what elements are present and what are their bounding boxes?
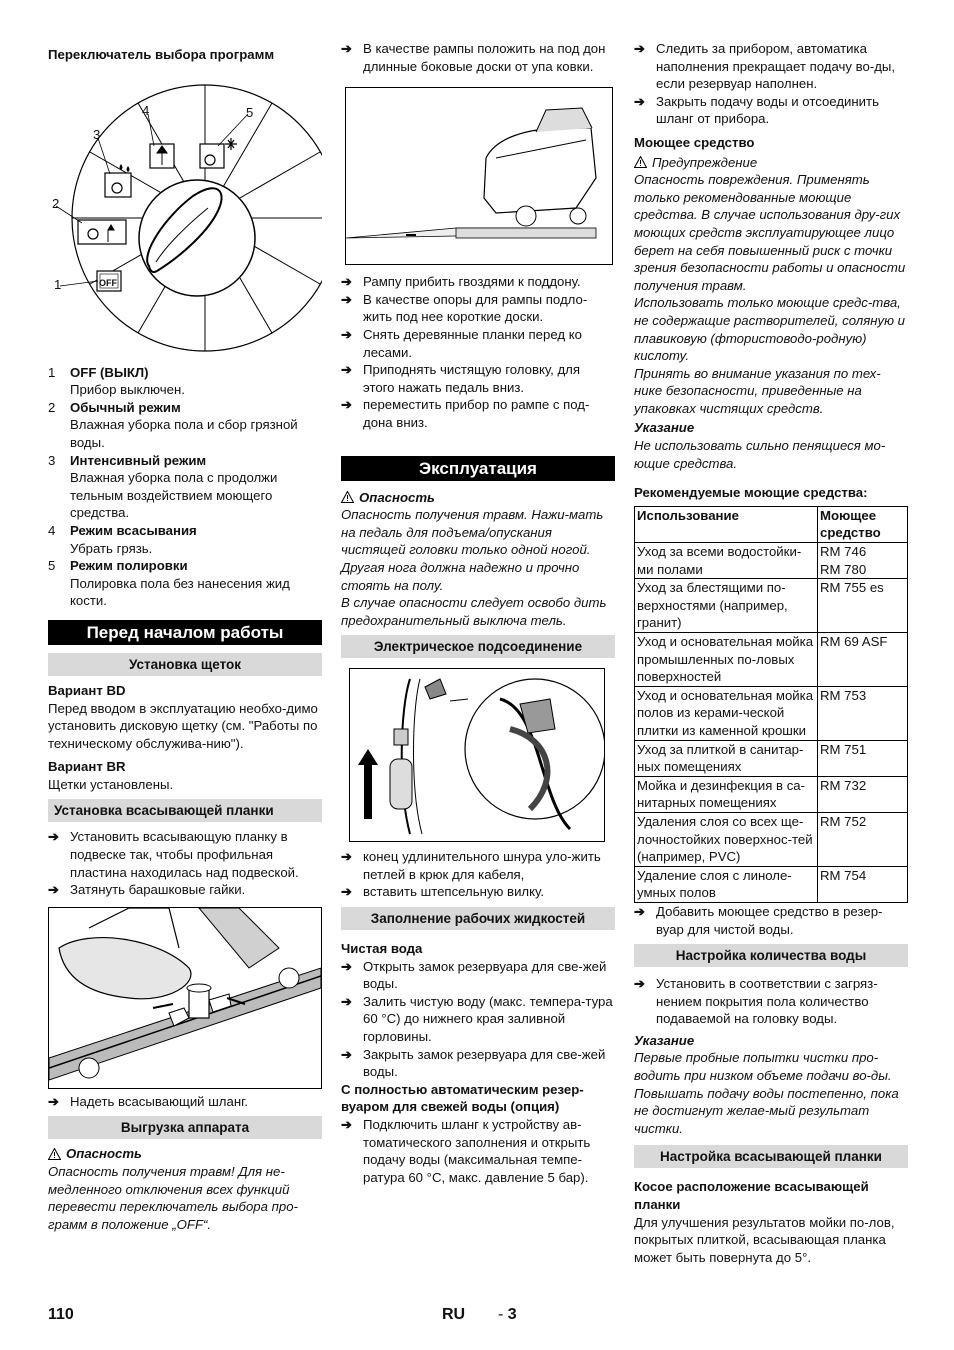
arrow-icon: ➔ bbox=[634, 976, 646, 992]
column-3 bbox=[634, 40, 908, 1266]
ramp-figure bbox=[345, 87, 613, 265]
ramp-illustration bbox=[346, 88, 612, 264]
program-title: Режим полировки bbox=[70, 558, 188, 574]
suction-mode-icon bbox=[150, 144, 174, 168]
section-banner-operation: Эксплуатация bbox=[341, 456, 615, 481]
arrow-icon: ➔ bbox=[341, 958, 353, 974]
arrow-icon: ➔ bbox=[634, 903, 646, 919]
squeegee-figure bbox=[48, 907, 322, 1089]
danger-text-2: В случае опасности следует освобо дить предохранительный выключа тель. bbox=[341, 595, 607, 628]
program-desc: Полировка пола без нанесения жид кости. bbox=[70, 575, 290, 609]
program-item: 4 Режим всасывания Убрать грязь. bbox=[48, 522, 322, 557]
arrow-icon: ➔ bbox=[634, 93, 646, 109]
warning-text-2: Использовать только моющие средс-тва, не содержащие растворителей, соляную и плавиковую (фтористоводо-родную) кислоту. bbox=[634, 295, 905, 364]
arrow-icon: ➔ bbox=[634, 41, 646, 56]
detergent-table bbox=[634, 506, 908, 903]
step: ➔ Подключить шланг к устройству ав-томатического заполнения и открыть подачу воды (максимальная темпе-ратура 60 °C, макс. давление 5 бар). bbox=[341, 1117, 591, 1185]
subheading-water-amount: Настройка количества воды bbox=[634, 944, 908, 967]
arrow-icon: ➔ bbox=[341, 291, 353, 307]
table-header: Моющее средство bbox=[818, 506, 908, 542]
warning-triangle-icon bbox=[341, 491, 354, 503]
column-2 bbox=[341, 40, 615, 1186]
step: ➔ Установить в соответствии с загряз-нением покрытия пола количество подаваемой на головку воды. bbox=[634, 976, 878, 1027]
page-footer bbox=[48, 1306, 908, 1328]
program-selector-dial bbox=[48, 68, 322, 358]
warning-heading: Предупреждение bbox=[634, 154, 908, 172]
oblique-text: Для улучшения результатов мойки по-лов, покрытых плиткой, всасывающая планка может быть повернута до 5°. bbox=[634, 1214, 895, 1265]
squeegee-illustration bbox=[49, 908, 321, 1088]
detergent-title: Моющее средство bbox=[634, 134, 755, 150]
table-row: Уход за блестящими по-верхностями (например, гранит) RM 755 es bbox=[635, 579, 908, 633]
arrow-icon: ➔ bbox=[341, 274, 353, 290]
arrow-icon: ➔ bbox=[341, 397, 353, 413]
table-row: Уход и основательная мойка полов из керами-ческой плитки из каменной крошки RM 753 bbox=[635, 686, 908, 740]
callout-2: 2 bbox=[52, 195, 60, 211]
table-header-row bbox=[635, 506, 908, 542]
program-title: Обычный режим bbox=[70, 399, 181, 415]
step: ➔ вставить штепсельную вилку. bbox=[341, 884, 544, 900]
program-item: 1 OFF (ВЫКЛ) Прибор выключен. bbox=[48, 364, 322, 399]
subheading-electric: Электрическое подсоединение bbox=[341, 635, 615, 658]
subheading-squeegee-install: Установка всасывающей планки bbox=[48, 799, 322, 822]
program-item: 3 Интенсивный режим Влажная уборка пола с продолжи тельным воздействием моющего средства. bbox=[48, 452, 322, 522]
callout-1: 1 bbox=[54, 276, 62, 292]
step: ➔ Закрыть подачу воды и отсоединить шланг от прибора. bbox=[634, 93, 879, 127]
dial-off-label: OFF bbox=[99, 277, 117, 288]
recommended-title: Рекомендуемые моющие средства: bbox=[634, 485, 868, 501]
table-row: Уход и основательная мойка промышленных по-ловых поверхностей RM 69 ASF bbox=[635, 633, 908, 687]
table-header: Использование bbox=[635, 506, 818, 542]
arrow-icon: ➔ bbox=[341, 362, 353, 378]
step: ➔ В качестве опоры для рампы подло-жить под нее короткие доски. bbox=[341, 291, 588, 325]
fresh-water-title: Чистая вода bbox=[341, 941, 423, 957]
table-row: Удаления слоя со всех ще-лочностойких поверхнос-тей (например, PVC) RM 752 bbox=[635, 812, 908, 866]
note-label: Указание bbox=[634, 420, 695, 436]
program-item: 2 Обычный режим Влажная уборка пола и сбор грязной воды. bbox=[48, 399, 322, 452]
arrow-icon: ➔ bbox=[341, 1046, 353, 1062]
danger-text: Опасность получения травм! Для не-медленного отключения всех функций перевести переключатель выбора про-грамм в положение „OFF“. bbox=[48, 1164, 298, 1232]
step: ➔ Добавить моющее средство в резер-вуар для чистой воды. bbox=[634, 903, 883, 937]
callout-3: 3 bbox=[93, 126, 101, 142]
program-item: 5 Режим полировки Полировка пола без нанесения жид кости. bbox=[48, 557, 322, 610]
variant-br-text: Щетки установлены. bbox=[48, 776, 174, 792]
program-selector-figure bbox=[48, 68, 322, 358]
warning-triangle-icon bbox=[48, 1148, 61, 1160]
step: ➔ Следить за прибором, автоматика наполнения прекращает подачу во-ды, если резервуар наполнен. bbox=[634, 41, 896, 92]
table-row: Мойка и дезинфекция в са-нитарных помещениях RM 732 bbox=[635, 776, 908, 812]
program-desc: Убрать грязь. bbox=[70, 540, 153, 556]
section-banner-before-start: Перед началом работы bbox=[48, 620, 322, 645]
program-desc: Влажная уборка пола с продолжи тельным воздействием моющего средства. bbox=[70, 470, 278, 521]
table-row: Уход за всеми водостойки-ми полами RM 746 RM 780 bbox=[635, 543, 908, 579]
table-row: Уход за плиткой в санитар-ных помещениях RM 751 bbox=[635, 740, 908, 776]
warning-triangle-icon bbox=[634, 156, 647, 168]
arrow-icon: ➔ bbox=[48, 882, 60, 898]
step: ➔ переместить прибор по рампе с под-дона вниз. bbox=[341, 397, 590, 430]
arrow-icon: ➔ bbox=[341, 326, 353, 342]
variant-br-title: Вариант BR bbox=[48, 759, 126, 775]
step: ➔ Установить всасывающую планку в подвеске так, чтобы профильная пластина находилась над подвеской. bbox=[48, 829, 299, 880]
oblique-title: Косое расположение всасывающей планки bbox=[634, 1179, 869, 1213]
auto-fill-title: С полностью автоматическим резер-вуаром для свежей воды (опция) bbox=[341, 1081, 584, 1115]
danger-text: Опасность получения травм. Нажи-мать на педаль для подъема/опускания чистящей головки только одной ногой. Другая нога должна надежно и прочно стоять на полу. bbox=[341, 507, 604, 593]
program-title: Режим всасывания bbox=[70, 522, 197, 538]
arrow-icon: ➔ bbox=[341, 1117, 353, 1132]
arrow-icon: ➔ bbox=[341, 849, 353, 865]
variant-bd-title: Вариант BD bbox=[48, 682, 126, 698]
variant-bd-text: Перед вводом в эксплуатацию необхо-димо установить дисковую щетку (см. "Работы по техническому обслужива-нию"). bbox=[48, 700, 318, 751]
language-code: RU bbox=[442, 1306, 466, 1323]
arrow-icon: ➔ bbox=[341, 41, 353, 56]
normal-mode-icon bbox=[78, 220, 126, 244]
subheading-brush-install: Установка щеток bbox=[48, 653, 322, 676]
note-label-2: Указание bbox=[634, 1032, 695, 1048]
program-desc: Прибор выключен. bbox=[70, 382, 185, 398]
step: ➔ Залить чистую воду (макс. темпера-тура 60 °C) до нижнего края заливной горловины. bbox=[341, 993, 613, 1045]
step: ➔ конец удлинительного шнура уло-жить петлей в крюк для кабеля, bbox=[341, 849, 601, 882]
column-1 bbox=[48, 40, 322, 1233]
electric-figure bbox=[349, 668, 605, 842]
program-list bbox=[48, 364, 322, 610]
step: ➔ Снять деревянные планки перед ко лесами. bbox=[341, 326, 582, 360]
cable-hook-illustration bbox=[350, 669, 604, 841]
callout-4: 4 bbox=[142, 102, 150, 118]
warning-text-3: Принять во внимание указания по тех-нике безопасности, приведенные на упаковках чистящих средств. bbox=[634, 365, 881, 416]
arrow-icon: ➔ bbox=[48, 829, 60, 845]
sub-page-number: - 3 bbox=[498, 1306, 517, 1323]
program-desc: Влажная уборка пола и сбор грязной воды. bbox=[70, 417, 298, 450]
danger-heading: Опасность bbox=[341, 489, 615, 507]
table-row: Удаление слоя с линоле-умных полов RM 754 bbox=[635, 866, 908, 902]
note-text-2: Первые пробные попытки чистки про-водить при низком объеме подачи во-ды. Повышать подачу воды постепенно, пока не достигнут желае-мый результат чистки. bbox=[634, 1050, 899, 1136]
subheading-unload: Выгрузка аппарата bbox=[48, 1116, 322, 1139]
note-text: Не использовать сильно пенящиеся мо-ющие средства. bbox=[634, 438, 886, 471]
step: ➔ Приподнять чистящую головку, для этого нажать педаль вниз. bbox=[341, 362, 581, 395]
program-title: Интенсивный режим bbox=[70, 452, 207, 468]
dial-title: Переключатель выбора программ bbox=[48, 47, 275, 62]
step: ➔ Открыть замок резервуара для све-жей воды. bbox=[341, 958, 607, 992]
step: ➔ В качестве рампы положить на под дон длинные боковые доски от упа ковки. bbox=[341, 41, 606, 74]
step: ➔ Затянуть барашковые гайки. bbox=[48, 882, 246, 898]
page-number: 110 bbox=[48, 1306, 74, 1323]
arrow-icon: ➔ bbox=[48, 1093, 60, 1109]
program-title: OFF (ВЫКЛ) bbox=[70, 364, 149, 380]
arrow-icon: ➔ bbox=[341, 884, 353, 900]
step: ➔ Надеть всасывающий шланг. bbox=[48, 1093, 248, 1109]
arrow-icon: ➔ bbox=[341, 993, 353, 1009]
subheading-squeegee-adjust: Настройка всасывающей планки bbox=[634, 1145, 908, 1168]
subheading-fill: Заполнение рабочих жидкостей bbox=[341, 907, 615, 930]
step: ➔ Рампу прибить гвоздями к поддону. bbox=[341, 274, 581, 290]
step: ➔ Закрыть замок резервуара для све-жей воды. bbox=[341, 1046, 606, 1080]
danger-heading: Опасность bbox=[48, 1145, 322, 1163]
callout-5: 5 bbox=[246, 104, 254, 120]
warning-text: Опасность повреждения. Применять только рекомендованные моющие средства. В случае использования дру-гих моющих средств эксплуатирующее лицо берет на себя повышенный риск с точки зрения безопасности работы и опасности получения травм. bbox=[634, 172, 906, 293]
